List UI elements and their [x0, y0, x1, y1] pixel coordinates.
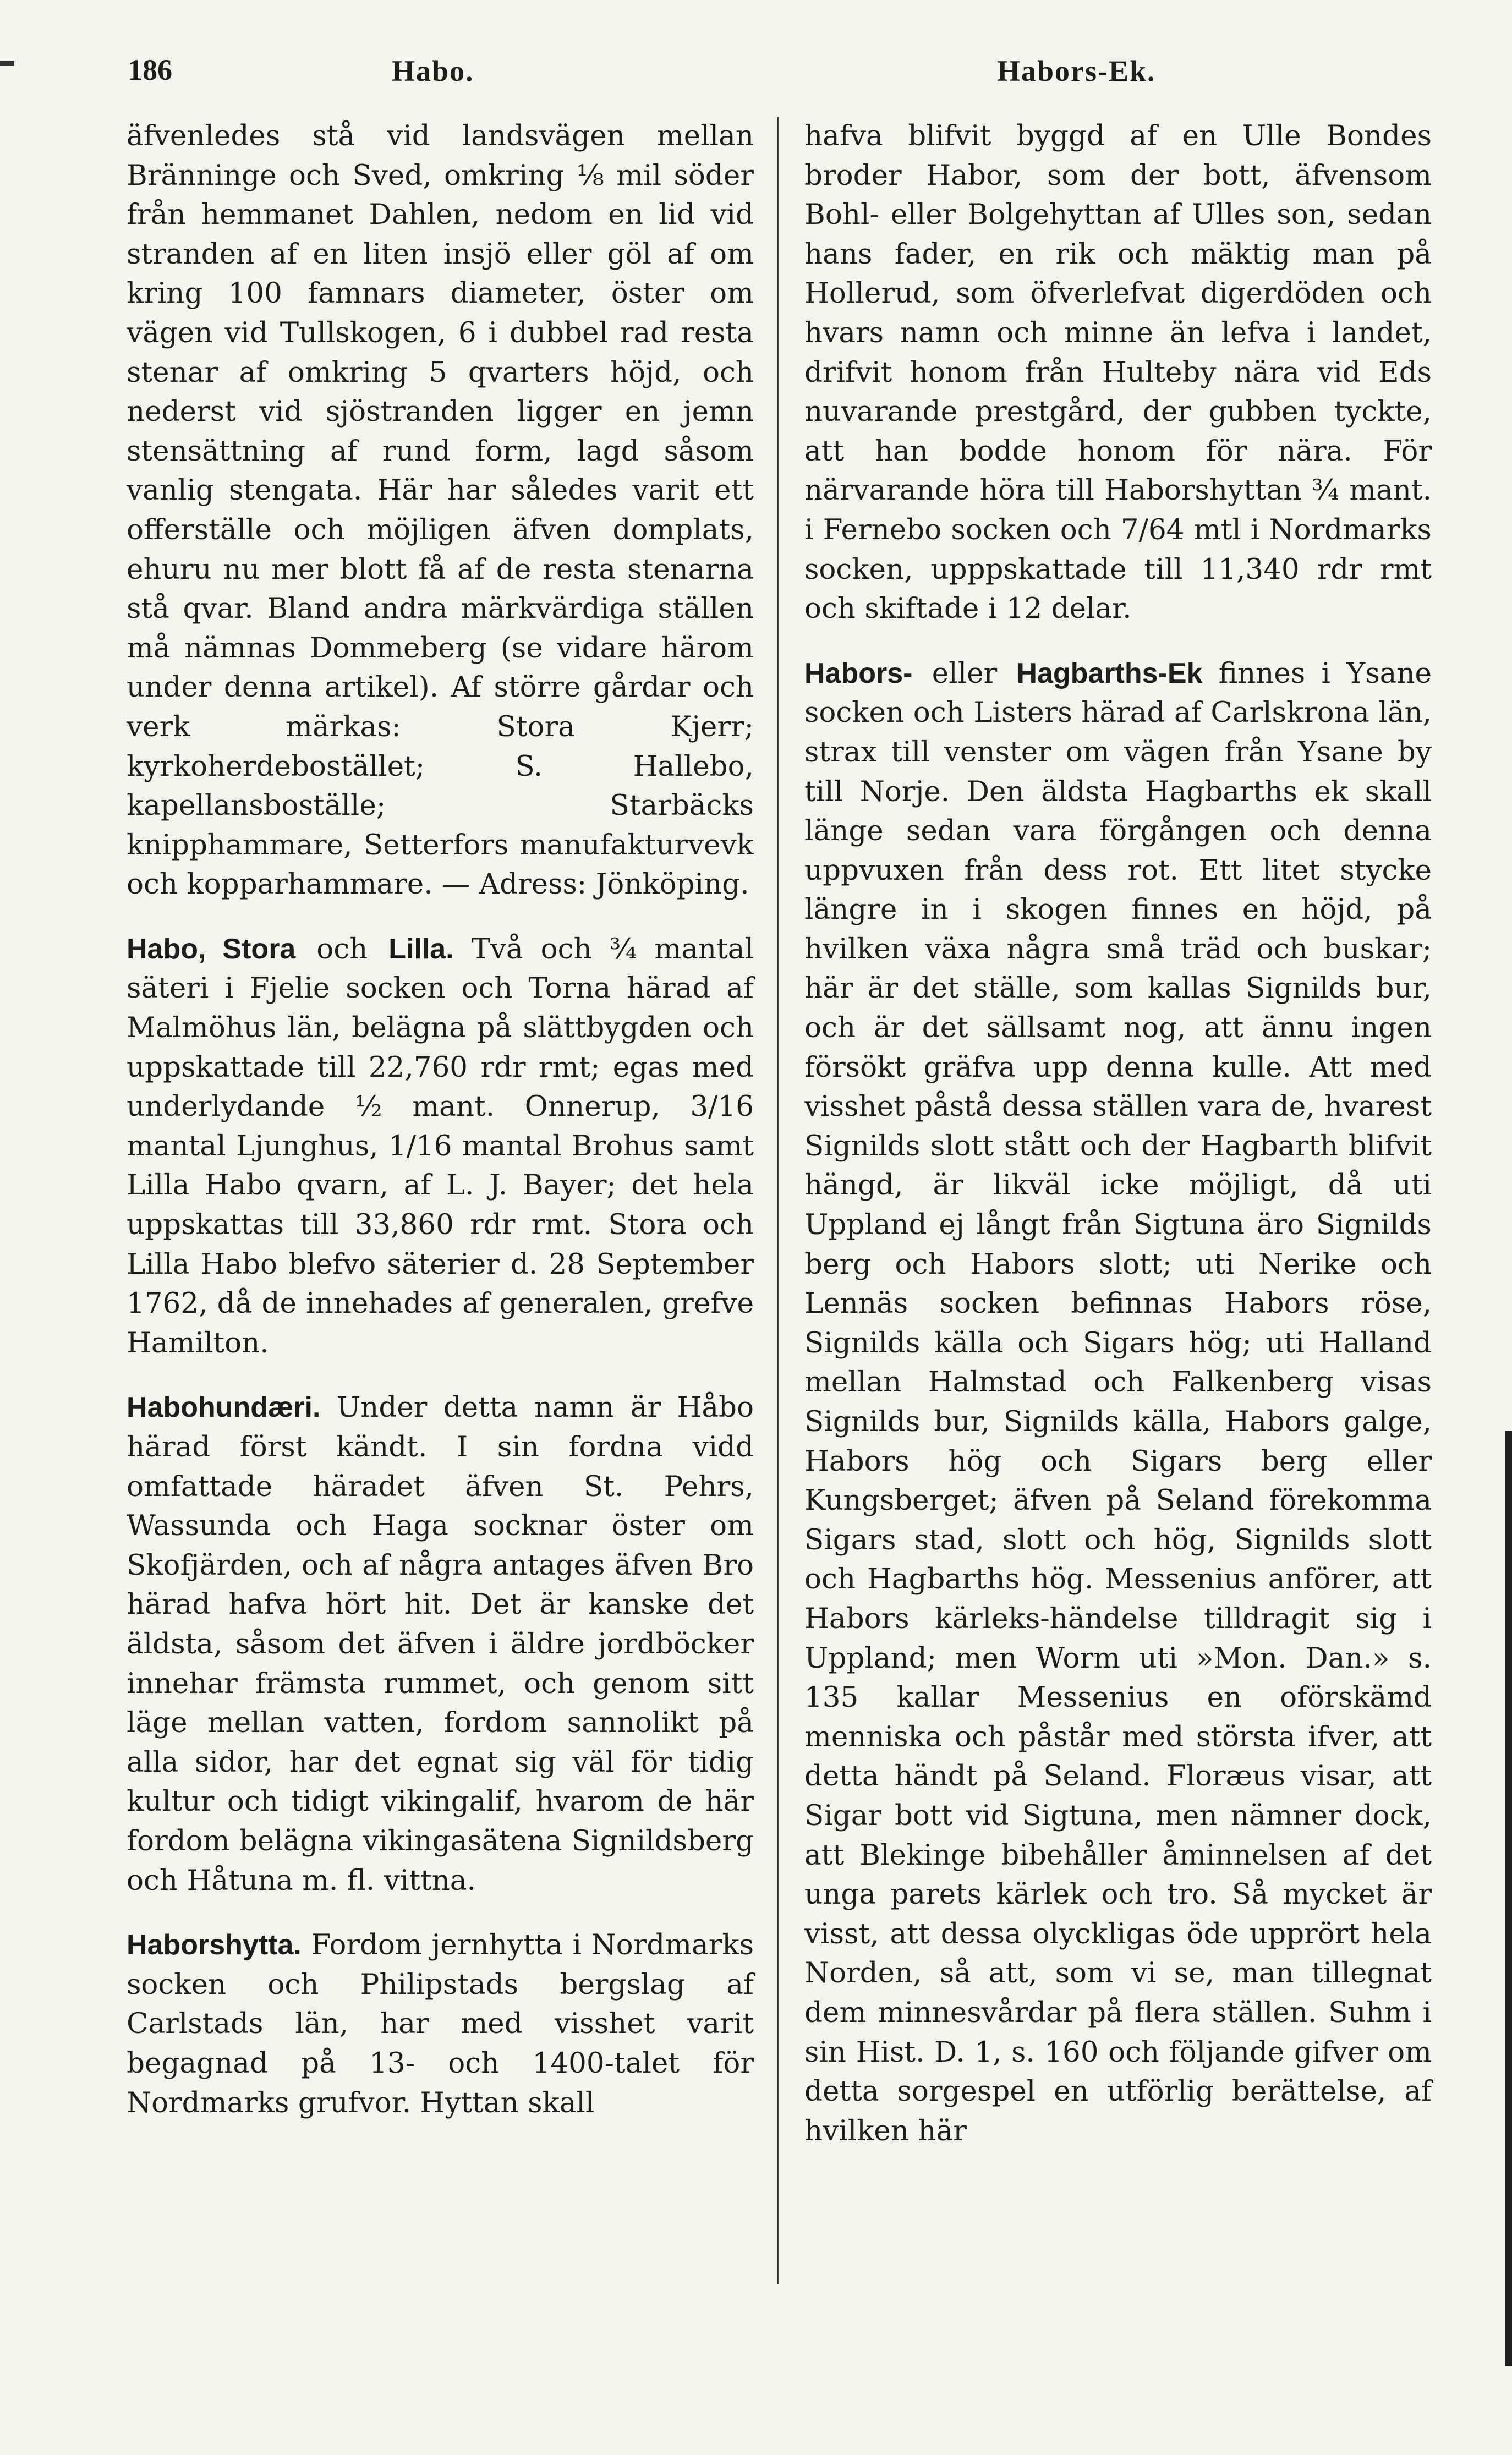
entry-text: Fordom jernhytta i Nordmarks socken och Philipstads bergslag af Carlstads län, har med visshet varit begagnad på 13- och 1400-talet för Nordmarks grufvor. Hyttan skall [127, 1928, 754, 2119]
entry-habors-hagbarths-ek [804, 654, 1432, 2151]
headword-joiner: och [316, 932, 368, 966]
headword: Lilla. [388, 933, 454, 965]
paragraph-continuation: hafva blifvit byggd af en Ulle Bondes broder Habor, som der bott, äfvensom Bohl- eller Bolgehyttan af Ulles son, sedan hans fader, en rik och mäktig man på Hollerud, som öfverlefvat digerdöden och hvars namn och minne än lefva i landet, drifvit honom från Hulteby nära vid Eds nuvarande prestgård, der gubben tyckte, att han bodde honom för nära. För närvarande höra till Haborshyttan ¾ mant. i Fernebo socken och 7/64 mtl i Nordmarks socken, upppskattade till 11,340 rdr rmt och skiftade i 12 delar. [804, 119, 1432, 626]
running-head-right: Habors-Ek. [997, 54, 1156, 87]
entry-text: Under detta namn är Håbo härad först kändt. I sin fordna vidd omfattade häradet äfven St. Pehrs, Wassunda och Haga socknar öster om Skofjärden, och af några antages äfven Bro härad hafva hört hit. Det är kanske det äldsta, såsom det äfven i äldre jordböcker innehar främsta rummet, och genom sitt läge mellan vatten, fordom sannolikt på alla sidor, har det egnat sig väl för tidig kultur och tidigt vikingalif, hvarom de här fordom belägna vikingasätena Signildsberg och Håtuna m. fl. vittna. [127, 1391, 754, 1897]
entry-haborshytta [127, 1926, 754, 2123]
entry-text: Två och ¾ mantal säteri i Fjelie socken och Torna härad af Malmöhus län, belägna på slättbygden och uppskattade till 22,760 rdr rmt; egas med underlydande ½ mant. Onnerup, 3/16 mantal Ljunghus, 1/16 mantal Brohus samt Lilla Habo qvarn, af L. J. Bayer; det hela uppskattas till 33,860 rdr rmt. Stora och Lilla Habo blefvo säterier d. 28 September 1762, då de innehades af generalen, grefve Hamilton. [127, 932, 754, 1360]
right-column [804, 117, 1432, 2151]
headword: Habors- [804, 657, 913, 689]
entry-habohundaeri [127, 1388, 754, 1900]
entry-text: finnes i Ysane socken och Listers härad af Carlskrona län, strax till venster om vägen från Ysane by till Norje. Den äldsta Hagbarths ek skall länge sedan vara förgången och denna uppvuxen från dess rot. Ett litet stycke längre in i skogen finnes en höjd, på hvilken växa några små träd och buskar; här är det ställe, som kallas Signilds bur, och är det sällsamt nog, att ännu ingen försökt gräfva upp denna kulle. Att med visshet påstå dessa ställen vara de, hvarest Signilds slott stått och der Hagbarth blifvit hängd, är likväl icke möjligt, då uti Uppland ej långt från Sigtuna äro Signilds berg och Habors slott; uti Nerike och Lennäs socken befinnas Habors röse, Signilds källa och Sigars hög; uti Halland mellan Halmstad och Falkenberg visas Signilds bur, Signilds källa, Habors galge, Habors hög och Sigars berg eller Kungsberget; äfven på Seland förekomma Sigars stad, slott och hög, Signilds slott och Hagbarths hög. Messenius anförer, att Habors kärleks-händelse tilldragit sig i Uppland; men Worm uti »Mon. Dan.» s. 135 kallar Messenius en oförskämd menniska och påstår med största ifver, att detta händt på Seland. Floræus visar, att Sigar bott vid Sigtuna, men nämner dock, att Blekinge bibehåller åminnelsen af det unga parets kärlek och tro. Så mycket är visst, att dessa olyckligas öde upprört hela Norden, så att, som vi se, man tillegnat dem minnesvårdar på flera ställen. Suhm i sin Hist. D. 1, s. 160 och följande gifver om detta sorgespel en utförlig berättelse, af hvilken här [804, 656, 1432, 2147]
headword: Hagbarths-Ek [1016, 657, 1203, 689]
headword: Habohundæri. [127, 1391, 321, 1424]
left-column [127, 117, 754, 2123]
entry-habo-stora-lilla [127, 930, 754, 1363]
page-header [128, 48, 1426, 98]
running-head-left: Habo. [392, 54, 474, 87]
page-number: 186 [128, 53, 172, 86]
headword: Habo, Stora [127, 933, 296, 965]
headword: Haborshytta. [127, 1929, 302, 1961]
scan-edge-mark [0, 61, 14, 66]
scan-edge-shadow [1505, 1431, 1512, 2366]
column-divider [777, 117, 779, 2284]
headword-joiner: eller [932, 656, 998, 690]
paragraph-continuation: äfvenledes stå vid landsvägen mellan Bränninge och Sved, omkring ⅛ mil söder från hemmanet Dahlen, nedom en lid vid stranden af en liten insjö eller göl af om kring 100 famnars diameter, öster om vägen vid Tullskogen, 6 i dubbel rad resta stenar af omkring 5 qvarters höjd, och nederst vid sjöstranden ligger en jemn stensättning af rund form, lagd såsom vanlig stengata. Här har således varit ett offerställe och möjligen äfven domplats, ehuru nu mer blott få af de resta stenarna stå qvar. Bland andra märkvärdiga ställen må nämnas Dommeberg (se vidare härom under denna artikel). Af större gårdar och verk märkas: Stora Kjerr; kyrkoherdebostället; S. Hallebo, kapellansboställe; Starbäcks knipphammare, Setterfors manufakturvevk och kopparhammare. — Adress: Jönköping. [127, 119, 754, 901]
